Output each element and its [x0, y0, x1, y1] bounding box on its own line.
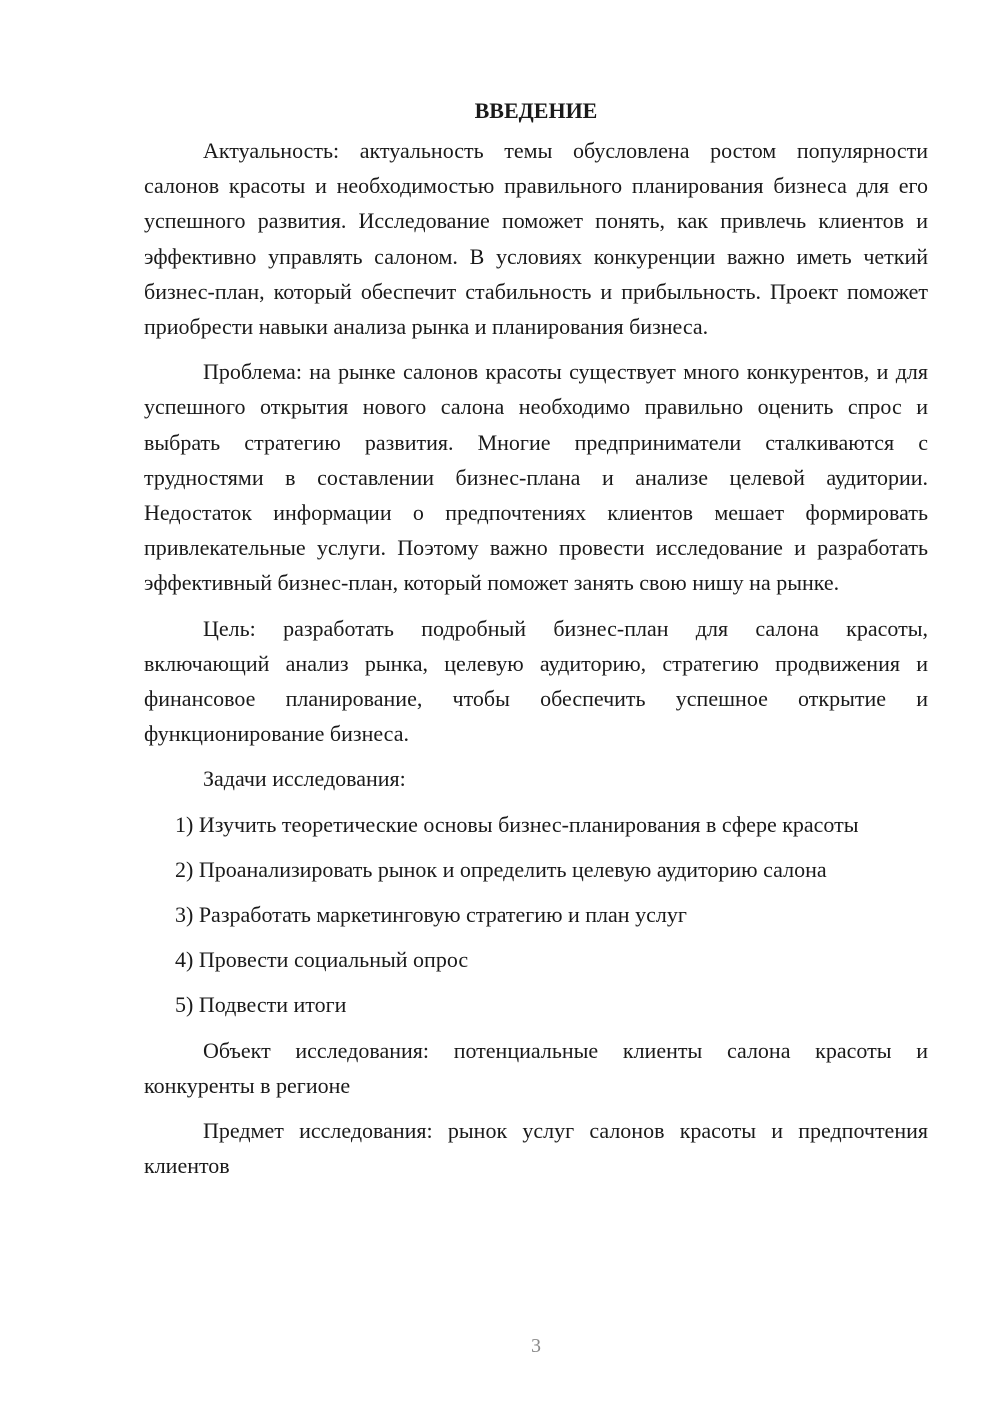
- list-item: 1) Изучить теоретические основы бизнес-планирования в сфере красоты: [175, 811, 859, 837]
- tasks-heading: Задачи исследования:: [203, 766, 406, 792]
- tasks-list: [144, 807, 928, 1023]
- list-item: 5) Подвести итоги: [175, 992, 347, 1018]
- paragraph-goal: Цель: разработать подробный бизнес-план для салона красоты, включающий анализ рынка, целевую аудиторию, стратегию продвижения и финансовое планирование, чтобы обеспечить успешное открытие и функционирование бизнеса.: [144, 615, 928, 747]
- paragraph-problem: Проблема: на рынке салонов красоты существует много конкурентов, и для успешного открытия нового салона необходимо правильно оценить спрос и выбрать стратегию развития. Многие предприниматели сталкиваются с трудностями в составлении бизнес-плана и анализе целевой аудитории. Недостаток информации о предпочтениях клиентов мешает формировать привлекательные услуги. Поэтому важно провести исследование и разработать эффективный бизнес-план, который поможет занять свою нишу на рынке.: [144, 359, 928, 596]
- page-number: 3: [531, 1335, 541, 1357]
- list-item: 4) Провести социальный опрос: [175, 947, 469, 973]
- paragraph-object: Объект исследования: потенциальные клиенты салона красоты и конкуренты в регионе: [144, 1037, 928, 1098]
- section-title: ВВЕДЕНИЕ: [474, 98, 598, 123]
- paragraph-subject: Предмет исследования: рынок услуг салонов красоты и предпочтения клиентов: [144, 1118, 928, 1179]
- paragraph-relevance: Актуальность: актуальность темы обусловлена ростом популярности салонов красоты и необходимостью правильного планирования бизнеса для его успешного развития. Исследование поможет понять, как привлечь клиентов и эффективно управлять салоном. В условиях конкуренции важно иметь четкий бизнес-план, который обеспечит стабильность и прибыльность. Проект поможет приобрести навыки анализа рынка и планирования бизнеса.: [144, 138, 928, 340]
- list-item: 3) Разработать маркетинговую стратегию и план услуг: [175, 902, 687, 928]
- page-body: [144, 94, 928, 1193]
- list-item: 2) Проанализировать рынок и определить целевую аудиторию салона: [175, 856, 827, 882]
